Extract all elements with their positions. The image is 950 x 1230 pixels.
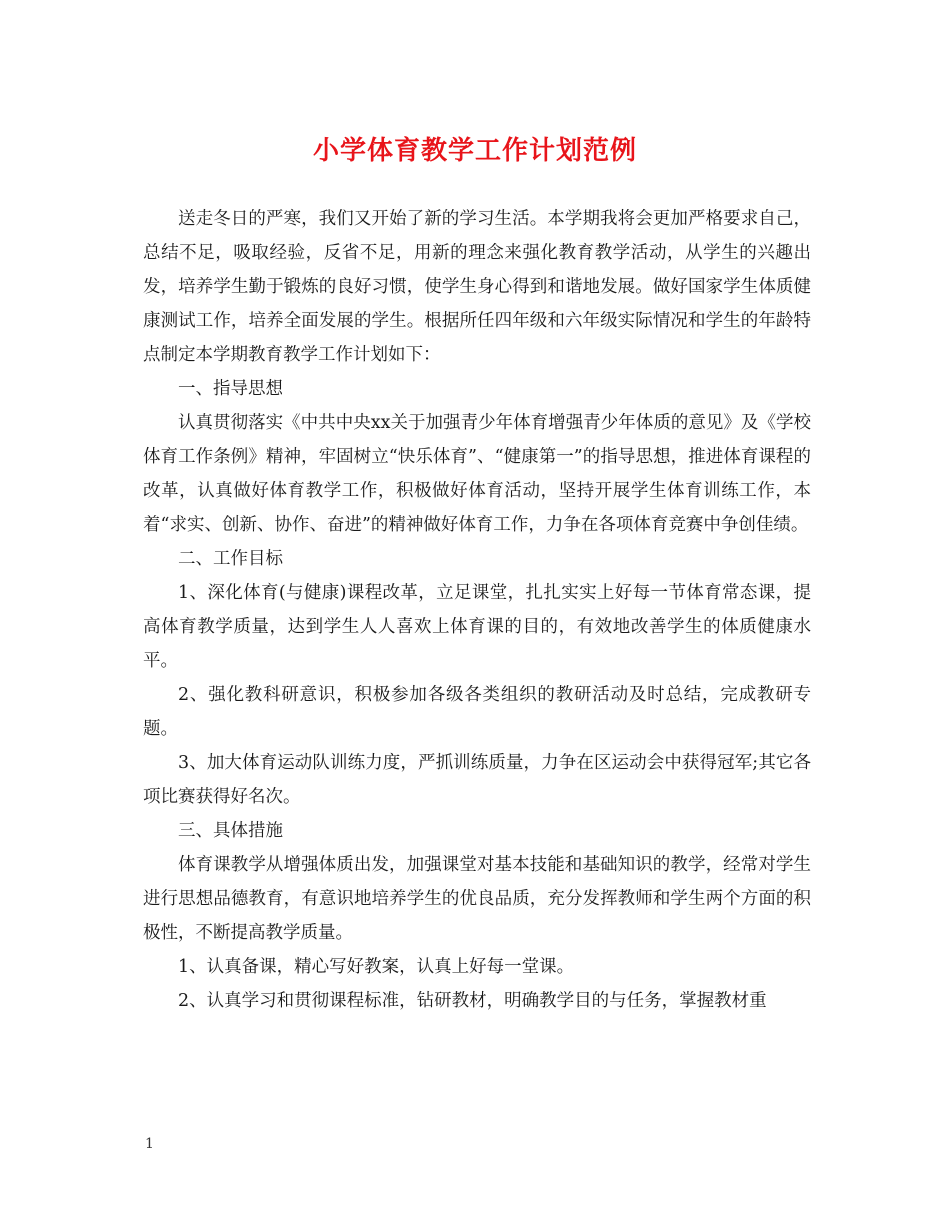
paragraph-measure-2: 2、认真学习和贯彻课程标准，钻研教材，明确教学目的与任务，掌握教材重 <box>178 991 767 1011</box>
paragraph-intro: 送走冬日的严寒，我们又开始了新的学习生活。本学期我将会更加严格要求自己，总结不足，吸取经验，反省不足，用新的理念来强化教育教学活动，从学生的兴趣出发，培养学生勤于锻炼的良好习惯，使学生身心得到和谐地发展。做好国家学生体质健康测试工作，培养全面发展的学生。根据所任四年级和六年级实际情况和学生的年龄特点制定本学期教育教学工作计划如下： <box>143 209 811 365</box>
heading-guiding-ideology: 一、指导思想 <box>178 379 283 399</box>
heading-work-goals: 二、工作目标 <box>178 549 283 569</box>
document-title: 小学体育教学工作计划范例 <box>312 136 637 166</box>
paragraph-goal-1: 1、深化体育(与健康)课程改革，立足课堂，扎扎实实上好每一节体育常态课，提高体育教学质量，达到学生人人喜欢上体育课的目的，有效地改善学生的体质健康水平。 <box>143 583 811 671</box>
paragraph-guiding-ideology: 认真贯彻落实《中共中央xx关于加强青少年体育增强青少年体质的意见》及《学校体育工作条例》精神，牢固树立“快乐体育”、“健康第一”的指导思想，推进体育课程的改革，认真做好体育教学工作，积极做好体育活动，坚持开展学生体育训练工作，本着“求实、创新、协作、奋进”的精神做好体育工作，力争在各项体育竞赛中争创佳绩。 <box>143 413 811 535</box>
paragraph-measure-1: 1、认真备课，精心写好教案，认真上好每一堂课。 <box>178 957 575 977</box>
paragraph-goal-2: 2、强化教科研意识，积极参加各级各类组织的教研活动及时总结，完成教研专题。 <box>143 685 811 739</box>
page-number: 1 <box>145 1136 154 1152</box>
document-body <box>143 202 811 1018</box>
paragraph-measures-intro: 体育课教学从增强体质出发，加强课堂对基本技能和基础知识的教学，经常对学生进行思想品德教育，有意识地培养学生的优良品质，充分发挥教师和学生两个方面的积极性，不断提高教学质量。 <box>143 855 811 943</box>
paragraph-goal-3: 3、加大体育运动队训练力度，严抓训练质量，力争在区运动会中获得冠军;其它各项比赛获得好名次。 <box>143 753 811 807</box>
heading-specific-measures: 三、具体措施 <box>178 821 283 841</box>
